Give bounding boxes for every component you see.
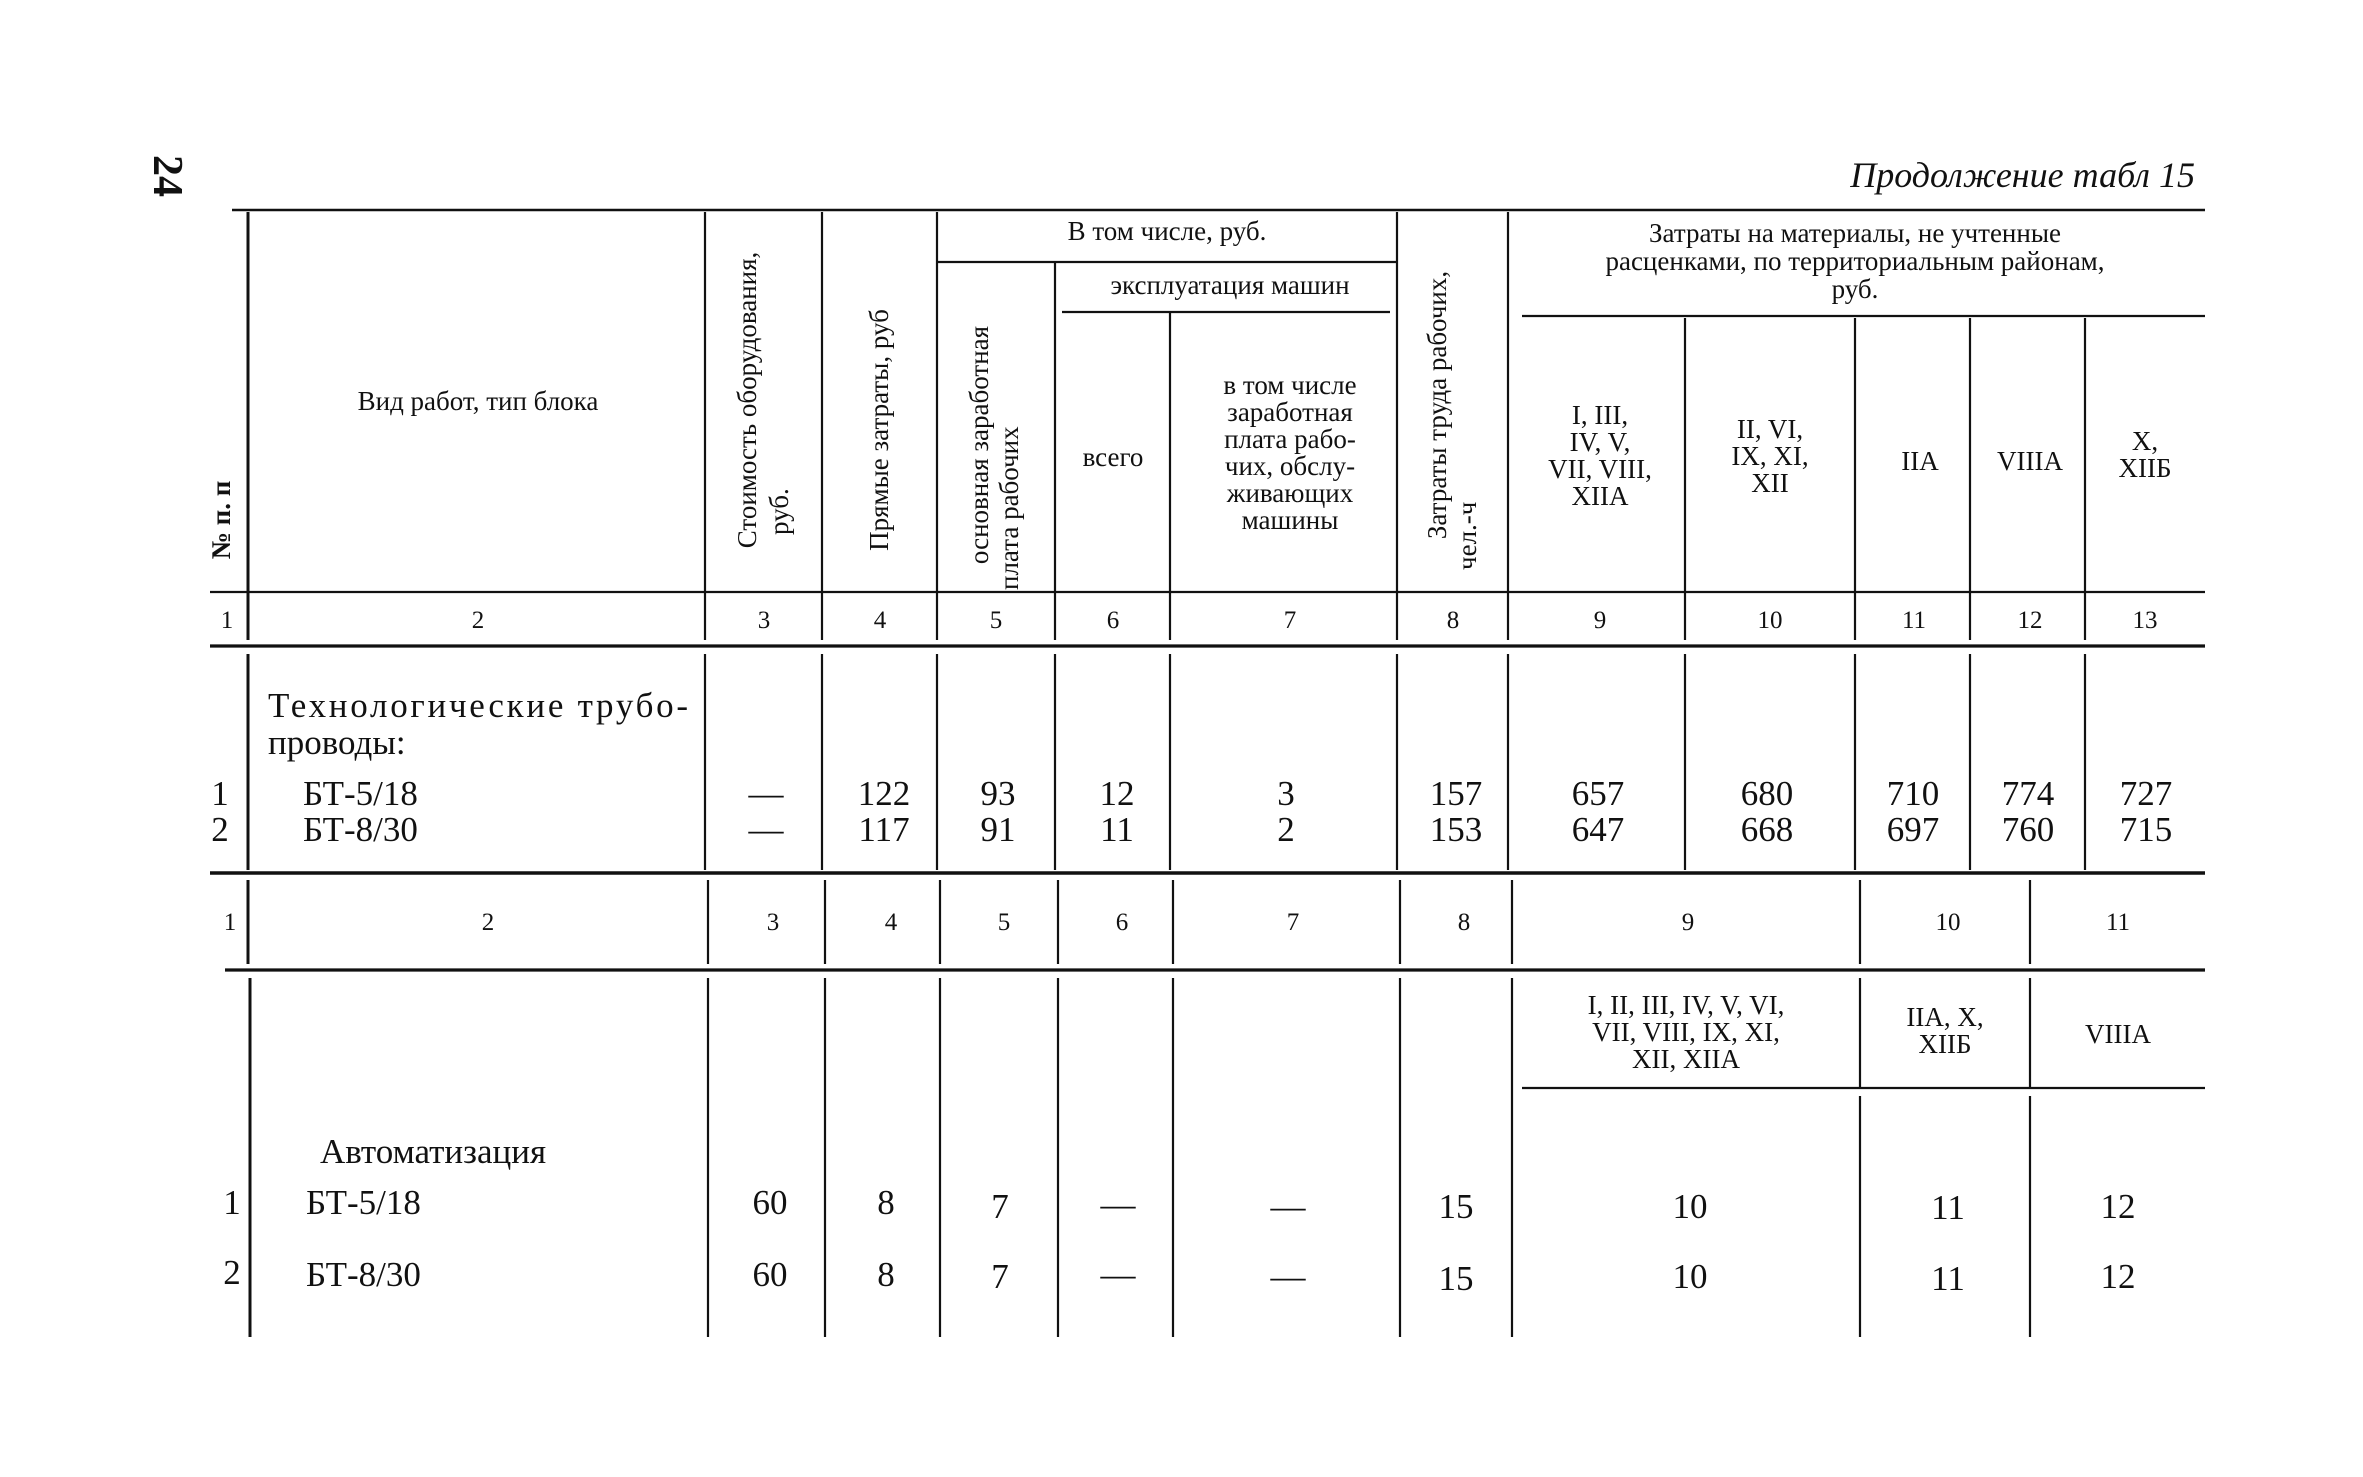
colnum: 8 [1457,909,1471,936]
header-col8-line2: чел.-ч [1452,501,1482,570]
colnum: 7 [1286,909,1300,936]
cell: 657 [1571,774,1625,813]
lower-table-grid [225,880,2205,1337]
header-col6: всего [1082,442,1144,472]
cell: — [1100,1185,1136,1224]
header-col8-line1: Затраты труда рабочих, [1422,270,1452,540]
header-col8 [1422,271,1482,570]
section-automation [223,1132,2135,1298]
column-numbers-upper [221,607,2158,634]
cell: 15 [1438,1259,1474,1298]
header-col5-line2: плата рабочих [994,426,1024,590]
header-col5 [964,326,1024,590]
page-number: 24 [144,155,190,197]
colnum: 5 [989,607,1003,634]
cell: 727 [2119,774,2173,813]
table-caption: Продолжение табл 15 [1850,155,2195,195]
header-col9-line: IV, V, [1569,427,1631,457]
cell: 10 [1672,1187,1708,1226]
cell: 668 [1740,810,1794,849]
cell: 12 [2100,1187,2136,1226]
cell: 710 [1886,774,1940,813]
cell: 774 [2001,774,2055,813]
header-col13 [2119,426,2172,483]
colnum: 7 [1283,607,1297,634]
lower-mat-head-a [1588,990,1785,1074]
section-title-line2: проводы: [268,723,406,762]
colnum: 6 [1115,909,1129,936]
cell: 93 [980,774,1016,813]
lower-mat-head-a-line: XII, XIIA [1632,1044,1740,1074]
cell: 680 [1740,774,1794,813]
header-col7-line: чих, обслу- [1224,451,1356,481]
header-col4: Прямые затраты, руб [864,309,894,551]
header-group-vtom: В том числе, руб. [1067,216,1267,246]
header-col7-line: машины [1241,505,1339,535]
colnum: 1 [223,909,237,936]
colnum: 4 [884,909,898,936]
cell: 11 [1100,810,1134,849]
row-number: 1 [211,774,229,813]
colnum: 10 [1935,909,1961,936]
cell: — [1270,1257,1306,1296]
row-number: 2 [211,810,229,849]
cell: 60 [752,1183,788,1222]
cell: — [1100,1255,1136,1294]
cell: 7 [991,1187,1009,1226]
header-col12: VIIIA [1997,446,2063,476]
cell: — [1270,1187,1306,1226]
header-col11: IIA [1901,446,1939,476]
header-col3-line1: Стоимость оборудования, [732,251,762,549]
cell: 697 [1886,810,1940,849]
cell: 122 [857,774,911,813]
header-col7-line: заработная [1227,397,1353,427]
colnum: 12 [2017,607,2043,634]
lower-mat-head-c: VIIIA [2085,1019,2151,1049]
lower-mat-head-b [1906,1002,1983,1059]
row-name: БТ-5/18 [303,774,418,813]
header-group-mat-line: Затраты на материалы, не учтенные [1649,218,2061,248]
header-col13-line: XIIБ [2118,453,2172,483]
cell: 91 [980,810,1016,849]
table-row [211,810,2172,849]
cell: 12 [2100,1257,2136,1296]
cell: 7 [991,1257,1009,1296]
cell: 157 [1429,774,1483,813]
section-title: Автоматизация [320,1132,547,1171]
colnum: 5 [997,909,1011,936]
header-col1: № п. п [206,480,236,560]
header-group-mat-line: руб. [1831,274,1879,304]
header-col9-line: VII, VIII, [1548,454,1652,484]
cell: 715 [2119,810,2173,849]
header-col9-line: I, III, [1571,400,1629,430]
colnum: 11 [2105,909,2131,936]
table-row [223,1253,2135,1298]
colnum: 2 [471,607,485,634]
cell: 10 [1672,1257,1708,1296]
colnum: 6 [1106,607,1120,634]
row-name: БТ-5/18 [306,1183,421,1222]
header-group-materials [1605,218,2104,304]
cell: 3 [1277,774,1295,813]
row-name: БТ-8/30 [303,810,418,849]
lower-mat-head-b-line: XIIБ [1918,1029,1972,1059]
colnum: 3 [766,909,780,936]
header-col13-line: X, [2131,426,2159,456]
cell: 8 [877,1183,895,1222]
header-col7 [1223,370,1356,535]
cell: 760 [2001,810,2055,849]
lower-mat-head-a-line: VII, VIII, IX, XI, [1592,1017,1780,1047]
header-col7-line: плата рабо- [1224,424,1356,454]
header-col10-line: XII [1751,468,1789,498]
header-col7-line: в том числе [1223,370,1357,400]
cell: 12 [1099,774,1135,813]
column-numbers-lower [224,909,2130,936]
cell: 11 [1931,1259,1965,1298]
row-number: 1 [223,1183,241,1222]
colnum: 2 [481,909,495,936]
header-col9 [1548,400,1652,511]
header-col3 [732,252,794,549]
header-col10 [1731,414,1808,498]
cell: 153 [1429,810,1483,849]
header-col3-line2: руб. [764,488,794,535]
cell: 11 [1931,1188,1965,1227]
cell: 8 [877,1255,895,1294]
colnum: 9 [1681,909,1695,936]
colnum: 8 [1446,607,1460,634]
section-pipelines [211,686,2172,849]
colnum: 1 [220,607,234,634]
colnum: 3 [757,607,771,634]
header-col5-line1: основная заработная [964,325,994,565]
cell: 15 [1438,1187,1474,1226]
lower-mat-head-b-line: IIA, X, [1906,1002,1984,1032]
table-row [211,774,2172,813]
header-col10-line: IX, XI, [1731,441,1809,471]
colnum: 4 [873,607,887,634]
cell: 117 [858,810,910,849]
section-title-line1: Технологические трубо- [268,686,688,725]
header-group-expl: эксплуатация машин [1110,270,1350,300]
table-row [223,1183,2135,1227]
header-col10-line: II, VI, [1736,414,1804,444]
colnum: 10 [1757,607,1783,634]
header-col2: Вид работ, тип блока [357,386,599,416]
colnum: 11 [1901,607,1927,634]
lower-mat-head-a-line: I, II, III, IV, V, VI, [1587,990,1785,1020]
colnum: 13 [2132,607,2158,634]
cell: 60 [752,1255,788,1294]
header-col9-line: XIIA [1571,481,1629,511]
header-group-mat-line: расценками, по территориальным районам, [1605,246,2105,276]
cell: — [748,774,784,813]
row-name: БТ-8/30 [306,1255,421,1294]
header-col7-line: живающих [1226,478,1354,508]
row-number: 2 [223,1253,241,1292]
cell: 647 [1571,810,1625,849]
cell: 2 [1277,810,1295,849]
colnum: 9 [1593,607,1607,634]
cell: — [748,810,784,849]
